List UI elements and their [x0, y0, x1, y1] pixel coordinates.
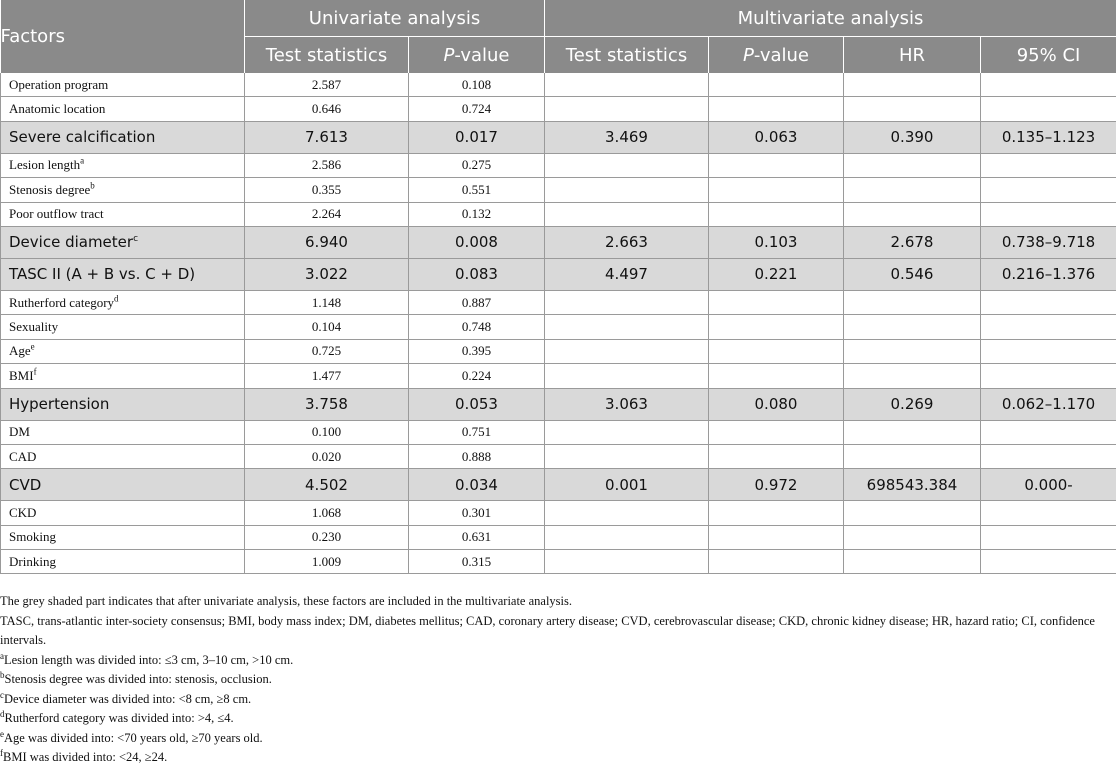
factor-cell [1, 364, 245, 388]
multi-p-value-cell [709, 73, 844, 97]
ci-cell [981, 153, 1116, 177]
table-row [1, 153, 1116, 177]
multi-p-value-cell [709, 97, 844, 121]
multi-test-statistic-cell: 0.001 [545, 469, 709, 501]
factor-label: CVD [9, 475, 42, 494]
p-letter: P [443, 44, 455, 66]
footnote [0, 690, 1116, 710]
multi-test-statistic-cell: 4.497 [545, 258, 709, 290]
multi-test-statistic-cell: 3.063 [545, 388, 709, 420]
header-ci: 95% CI [981, 37, 1116, 74]
factor-cell [1, 525, 245, 549]
uni-p-value-cell: 0.301 [409, 501, 545, 525]
multi-p-value-cell [709, 364, 844, 388]
factor-cell [1, 501, 245, 525]
hr-cell [844, 501, 981, 525]
uni-p-value-cell: 0.888 [409, 444, 545, 468]
factor-cell [1, 202, 245, 226]
multi-p-value-cell [709, 550, 844, 574]
uni-p-value-cell: 0.315 [409, 550, 545, 574]
uni-test-statistic-cell: 0.104 [245, 315, 409, 339]
hr-cell [844, 339, 981, 363]
footnote-marker: c [133, 234, 139, 245]
footnote-marker: f [33, 366, 37, 377]
factor-cell [1, 258, 245, 290]
table-row [1, 97, 1116, 121]
header-uni-test-statistics: Test statistics [245, 37, 409, 74]
multi-test-statistic-cell [545, 339, 709, 363]
uni-p-value-cell: 0.108 [409, 73, 545, 97]
ci-cell [981, 364, 1116, 388]
hr-cell: 0.390 [844, 121, 981, 153]
ci-cell [981, 339, 1116, 363]
ci-cell [981, 178, 1116, 202]
table-row [1, 444, 1116, 468]
multi-p-value-cell [709, 202, 844, 226]
multi-test-statistic-cell [545, 290, 709, 314]
uni-p-value-cell: 0.724 [409, 97, 545, 121]
uni-test-statistic-cell: 1.148 [245, 290, 409, 314]
multi-test-statistic-cell [545, 420, 709, 444]
factor-cell [1, 315, 245, 339]
p-letter: P [742, 44, 754, 66]
table-header [1, 0, 1116, 73]
factor-label: DM [9, 424, 30, 440]
footnote-marker: e [30, 342, 35, 353]
uni-p-value-cell: 0.034 [409, 469, 545, 501]
shaded-note: The grey shaded part indicates that after univariate analysis, these factors are included in the multivariate analysis. [0, 594, 573, 608]
factor-label: TASC II (A + B vs. C + D) [9, 265, 196, 284]
uni-p-value-cell: 0.132 [409, 202, 545, 226]
table-notes [0, 592, 1116, 768]
footnote [0, 709, 1116, 729]
multi-p-value-cell: 0.080 [709, 388, 844, 420]
multi-test-statistic-cell [545, 444, 709, 468]
multi-p-value-cell [709, 501, 844, 525]
uni-p-value-cell: 0.748 [409, 315, 545, 339]
multi-test-statistic-cell [545, 178, 709, 202]
factor-label: Anatomic location [9, 101, 106, 117]
footnote-text: Age was divided into: <70 years old, ≥70 years old. [4, 730, 263, 745]
multi-test-statistic-cell [545, 73, 709, 97]
ci-cell: 0.062–1.170 [981, 388, 1116, 420]
uni-test-statistic-cell: 1.477 [245, 364, 409, 388]
table-row [1, 290, 1116, 314]
factor-cell [1, 444, 245, 468]
ci-cell [981, 550, 1116, 574]
factor-cell [1, 290, 245, 314]
table-row [1, 73, 1116, 97]
factor-cell [1, 550, 245, 574]
ci-cell [981, 202, 1116, 226]
table-row [1, 121, 1116, 153]
ci-cell: 0.216–1.376 [981, 258, 1116, 290]
hr-cell [844, 97, 981, 121]
hr-cell [844, 444, 981, 468]
footnote-marker: d [114, 293, 119, 304]
header-multivariate: Multivariate analysis [545, 0, 1116, 37]
factor-label: CAD [9, 448, 37, 464]
hr-cell [844, 178, 981, 202]
hr-cell [844, 364, 981, 388]
multi-test-statistic-cell [545, 97, 709, 121]
uni-test-statistic-cell: 3.758 [245, 388, 409, 420]
factor-label: Hypertension [9, 395, 110, 414]
multi-test-statistic-cell [545, 315, 709, 339]
factor-label: Poor outflow tract [9, 206, 104, 222]
factor-cell [1, 420, 245, 444]
uni-test-statistic-cell: 2.586 [245, 153, 409, 177]
footnote [0, 670, 1116, 690]
header-univariate: Univariate analysis [245, 0, 545, 37]
ci-cell [981, 315, 1116, 339]
p-suffix: -value [753, 44, 810, 66]
factor-label: Operation program [9, 76, 109, 92]
ci-cell [981, 290, 1116, 314]
multi-test-statistic-cell [545, 525, 709, 549]
multi-p-value-cell [709, 420, 844, 444]
footnote-mark: f [0, 747, 3, 758]
factor-cell [1, 469, 245, 501]
uni-p-value-cell: 0.631 [409, 525, 545, 549]
header-multi-p-value [709, 37, 844, 74]
hr-cell: 698543.384 [844, 469, 981, 501]
multi-test-statistic-cell [545, 153, 709, 177]
uni-p-value-cell: 0.887 [409, 290, 545, 314]
abbreviations-note: TASC, trans-atlantic inter-society consensus; BMI, body mass index; DM, diabetes mellitus; CAD, coronary artery disease; CVD, cerebrovascular disease; CKD, chronic kidney disease; HR, hazard ratio; CI, confidence intervals. [0, 613, 1095, 647]
uni-test-statistic-cell: 6.940 [245, 226, 409, 258]
uni-p-value-cell: 0.008 [409, 226, 545, 258]
ci-cell [981, 73, 1116, 97]
factor-cell [1, 153, 245, 177]
multi-p-value-cell: 0.103 [709, 226, 844, 258]
table-row [1, 420, 1116, 444]
ci-cell [981, 420, 1116, 444]
footnote-mark: e [0, 728, 4, 739]
footnote-mark: a [0, 650, 4, 661]
multi-p-value-cell [709, 178, 844, 202]
ci-cell [981, 444, 1116, 468]
table-row [1, 315, 1116, 339]
multi-p-value-cell [709, 525, 844, 549]
multi-p-value-cell [709, 315, 844, 339]
multi-test-statistic-cell [545, 550, 709, 574]
uni-p-value-cell: 0.751 [409, 420, 545, 444]
factor-label: Age [9, 343, 31, 359]
footnote-text: Device diameter was divided into: <8 cm, ≥8 cm. [4, 691, 252, 706]
footnote-text: Rutherford category was divided into: >4, ≤4. [4, 711, 234, 725]
hr-cell [844, 420, 981, 444]
uni-test-statistic-cell: 0.100 [245, 420, 409, 444]
footnote [0, 651, 1116, 671]
table-row [1, 388, 1116, 420]
p-suffix: -value [454, 44, 510, 66]
uni-test-statistic-cell: 2.587 [245, 73, 409, 97]
ci-cell: 0.000- [981, 469, 1116, 501]
uni-test-statistic-cell: 1.009 [245, 550, 409, 574]
factor-cell [1, 226, 245, 258]
factor-cell [1, 73, 245, 97]
uni-test-statistic-cell: 0.230 [245, 525, 409, 549]
factor-label: BMI [9, 367, 34, 383]
multi-p-value-cell [709, 339, 844, 363]
table-row [1, 178, 1116, 202]
multi-p-value-cell: 0.221 [709, 258, 844, 290]
factor-label: CKD [9, 504, 37, 520]
footnote-marker: b [90, 180, 95, 191]
table-row [1, 339, 1116, 363]
footnote-mark: b [0, 669, 5, 680]
factor-label: Device diameter [9, 233, 134, 252]
header-multi-test-statistics: Test statistics [545, 37, 709, 74]
factor-label: Smoking [9, 529, 56, 545]
factor-cell [1, 121, 245, 153]
multi-test-statistic-cell [545, 364, 709, 388]
factor-label: Drinking [9, 553, 56, 569]
hr-cell: 0.546 [844, 258, 981, 290]
ci-cell [981, 97, 1116, 121]
footnote-marker: a [80, 156, 85, 167]
factor-cell [1, 178, 245, 202]
multi-p-value-cell [709, 444, 844, 468]
footnote [0, 748, 1116, 768]
hr-cell [844, 202, 981, 226]
table-row [1, 501, 1116, 525]
footnote-text: BMI was divided into: <24, ≥24. [3, 750, 168, 764]
factor-cell [1, 339, 245, 363]
uni-p-value-cell: 0.017 [409, 121, 545, 153]
uni-test-statistic-cell: 0.355 [245, 178, 409, 202]
uni-p-value-cell: 0.053 [409, 388, 545, 420]
multi-p-value-cell: 0.972 [709, 469, 844, 501]
uni-p-value-cell: 0.224 [409, 364, 545, 388]
uni-test-statistic-cell: 0.646 [245, 97, 409, 121]
footnote [0, 729, 1116, 749]
footnote-mark: c [0, 689, 4, 700]
footnotes [0, 651, 1116, 768]
multi-test-statistic-cell: 3.469 [545, 121, 709, 153]
header-hr: HR [844, 37, 981, 74]
uni-test-statistic-cell: 1.068 [245, 501, 409, 525]
header-uni-p-value [409, 37, 545, 74]
uni-test-statistic-cell: 0.020 [245, 444, 409, 468]
hr-cell [844, 153, 981, 177]
uni-test-statistic-cell: 2.264 [245, 202, 409, 226]
table-row [1, 469, 1116, 501]
multi-p-value-cell [709, 153, 844, 177]
hr-cell: 0.269 [844, 388, 981, 420]
factor-cell [1, 388, 245, 420]
ci-cell [981, 525, 1116, 549]
hr-cell [844, 525, 981, 549]
hr-cell [844, 290, 981, 314]
hr-cell [844, 315, 981, 339]
table-row [1, 550, 1116, 574]
ci-cell: 0.135–1.123 [981, 121, 1116, 153]
table-row [1, 364, 1116, 388]
factor-label: Severe calcification [9, 128, 156, 147]
factor-label: Stenosis degree [9, 181, 91, 197]
footnote-mark: d [0, 708, 5, 719]
ci-cell: 0.738–9.718 [981, 226, 1116, 258]
multi-p-value-cell: 0.063 [709, 121, 844, 153]
factor-label: Lesion length [9, 157, 81, 173]
footnote-text: Stenosis degree was divided into: stenosis, occlusion. [4, 672, 272, 686]
hr-cell [844, 73, 981, 97]
uni-p-value-cell: 0.083 [409, 258, 545, 290]
multi-test-statistic-cell [545, 202, 709, 226]
uni-test-statistic-cell: 3.022 [245, 258, 409, 290]
uni-p-value-cell: 0.551 [409, 178, 545, 202]
hr-cell [844, 550, 981, 574]
factor-label: Sexuality [9, 319, 59, 335]
factor-cell [1, 97, 245, 121]
table-row [1, 202, 1116, 226]
uni-test-statistic-cell: 7.613 [245, 121, 409, 153]
multi-p-value-cell [709, 290, 844, 314]
table-row [1, 525, 1116, 549]
uni-p-value-cell: 0.275 [409, 153, 545, 177]
uni-test-statistic-cell: 4.502 [245, 469, 409, 501]
multi-test-statistic-cell [545, 501, 709, 525]
hr-cell: 2.678 [844, 226, 981, 258]
multi-test-statistic-cell: 2.663 [545, 226, 709, 258]
ci-cell [981, 501, 1116, 525]
footnote-text: Lesion length was divided into: ≤3 cm, 3–10 cm, >10 cm. [4, 652, 294, 667]
header-factors: Factors [1, 0, 245, 73]
table-row [1, 258, 1116, 290]
table-row [1, 226, 1116, 258]
table-body [1, 73, 1116, 574]
uni-p-value-cell: 0.395 [409, 339, 545, 363]
factor-label: Rutherford category [9, 294, 115, 310]
uni-test-statistic-cell: 0.725 [245, 339, 409, 363]
